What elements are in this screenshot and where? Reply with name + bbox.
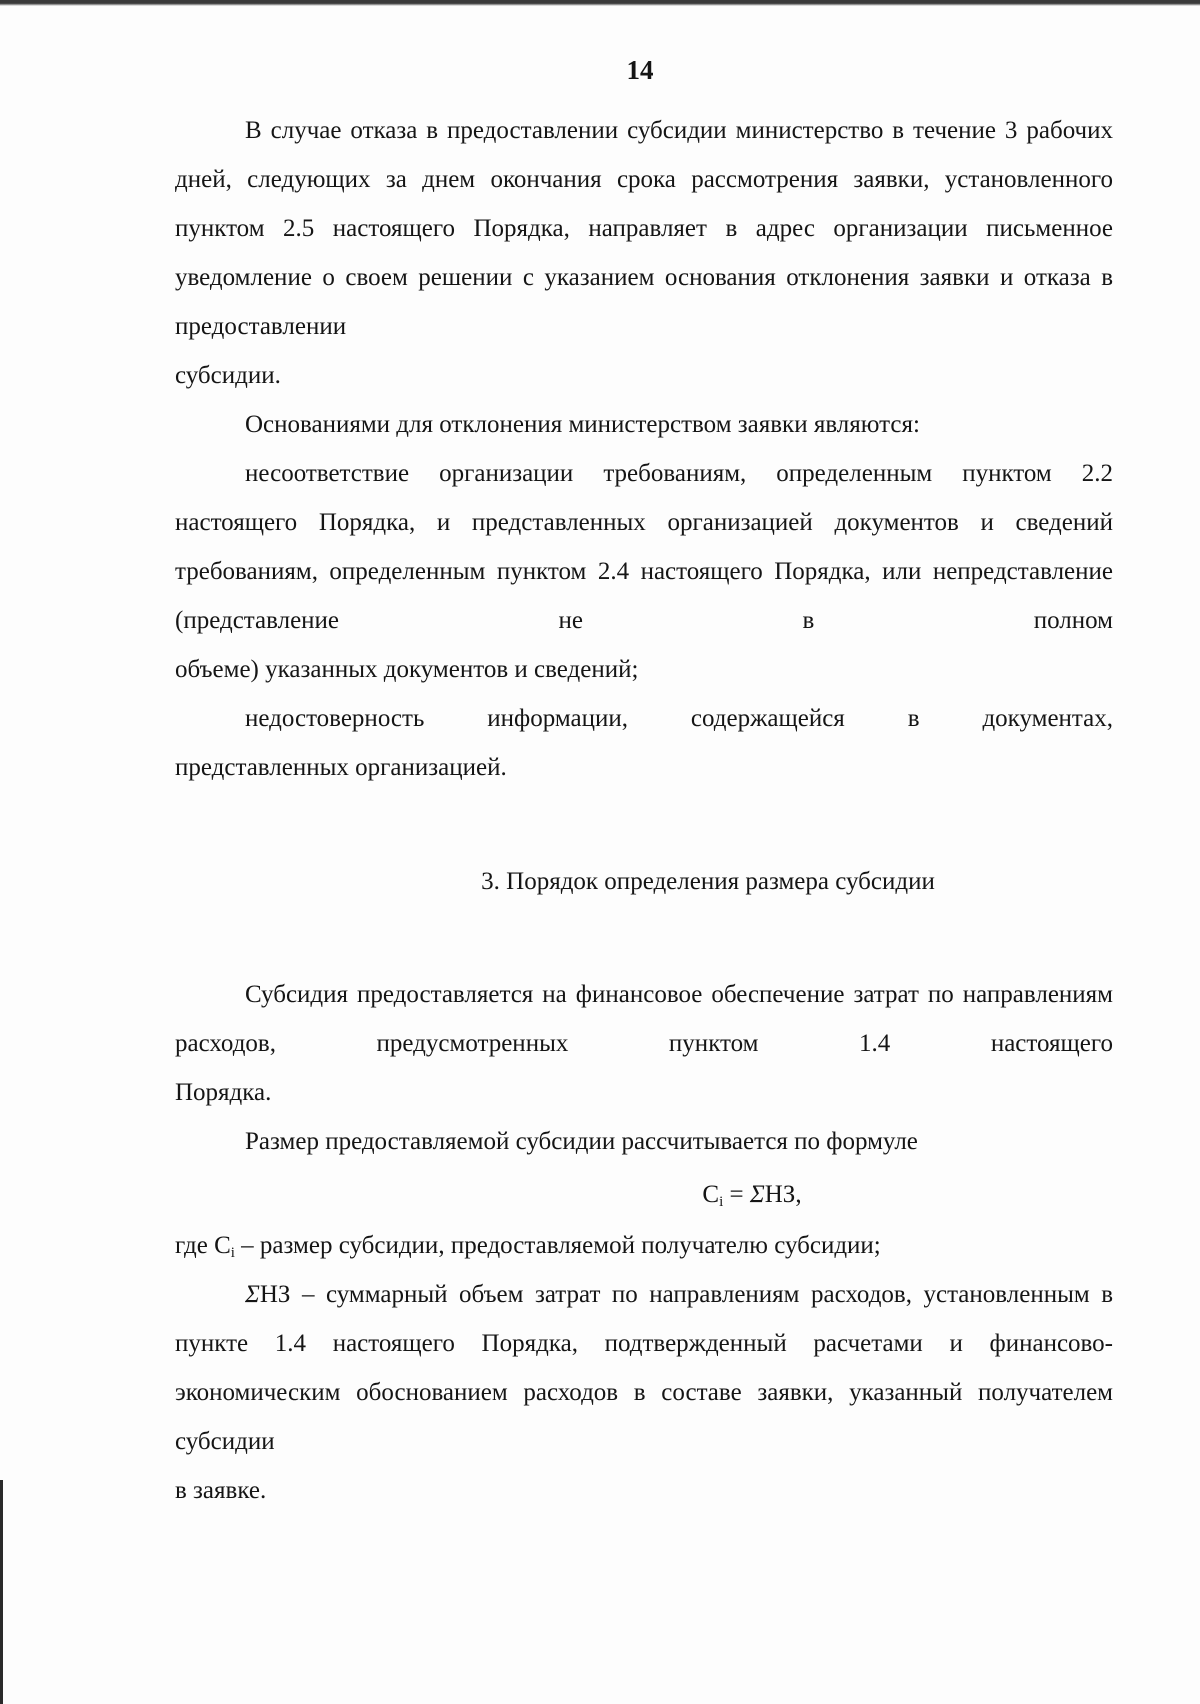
formula (175, 1170, 1113, 1219)
page-number: 14 (626, 55, 654, 85)
paragraph-ground-noncompliance-end: объеме) указанных документов и сведений; (175, 656, 639, 683)
paragraph-formula-intro: Размер предоставляемой субсидии рассчитывается по формуле (245, 1128, 918, 1155)
paragraph-subsidy-purpose-end: Порядка. (175, 1079, 272, 1106)
formula-sigma: Σ (749, 1181, 765, 1208)
formula-ci-subscript: i (719, 1194, 724, 1210)
paragraph-ground-noncompliance: несоответствие организации требованиям, определенным пунктом 2.2 настоящего Порядка, и представленных организацией документов и сведений требованиям, определенным пунктом 2.4 настоящего Порядка, или непредставление (представление не в полном (175, 460, 1113, 634)
paragraph-nz-definition (175, 1270, 1113, 1466)
ci-definition-prefix: где C (175, 1232, 231, 1259)
paragraph-subsidy-purpose: Субсидия предоставляется на финансовое обеспечение затрат по направлениям расходов, предусмотренных пунктом 1.4 настоящего (175, 981, 1113, 1057)
ci-definition-subscript: i (230, 1245, 235, 1261)
nz-definition-text: НЗ – суммарный объем затрат по направлениям расходов, установленным в пункте 1.4 настоящего Порядка, подтвержденный расчетами и финансово-экономическим обоснованием расходов в составе заявки, указанный получателем субсидии (175, 1281, 1113, 1455)
section-title: 3. Порядок определения размера субсидии (481, 868, 935, 895)
paragraph-ground-unreliable-end: представленных организацией. (175, 754, 507, 781)
formula-ci: C (702, 1181, 720, 1208)
paragraph-rejection-grounds: Основаниями для отклонения министерством заявки являются: (245, 411, 920, 438)
nz-definition-sigma: Σ (245, 1281, 260, 1308)
formula-equals: = (723, 1181, 750, 1208)
paragraph-refusal-notice: В случае отказа в предоставлении субсидии министерство в течение 3 рабочих дней, следующих за днем окончания срока рассмотрения заявки, установленного пунктом 2.5 настоящего Порядка, направляет в адрес организации письменное уведомление о своем решении с указанием основания отклонения заявки и отказа в предоставлении (175, 117, 1113, 340)
ci-definition-text: – размер субсидии, предоставляемой получателю субсидии; (234, 1232, 881, 1259)
paragraph-nz-definition-end: в заявке. (175, 1477, 267, 1504)
paragraph-ci-definition (175, 1221, 1113, 1270)
paragraph-ground-unreliable: недостоверность информации, содержащейся в документах, (245, 705, 1113, 732)
scan-top-edge (0, 0, 1200, 6)
paragraph-refusal-notice-end: субсидии. (175, 362, 281, 389)
formula-nz: НЗ, (764, 1181, 802, 1208)
scan-left-edge (0, 1480, 3, 1704)
